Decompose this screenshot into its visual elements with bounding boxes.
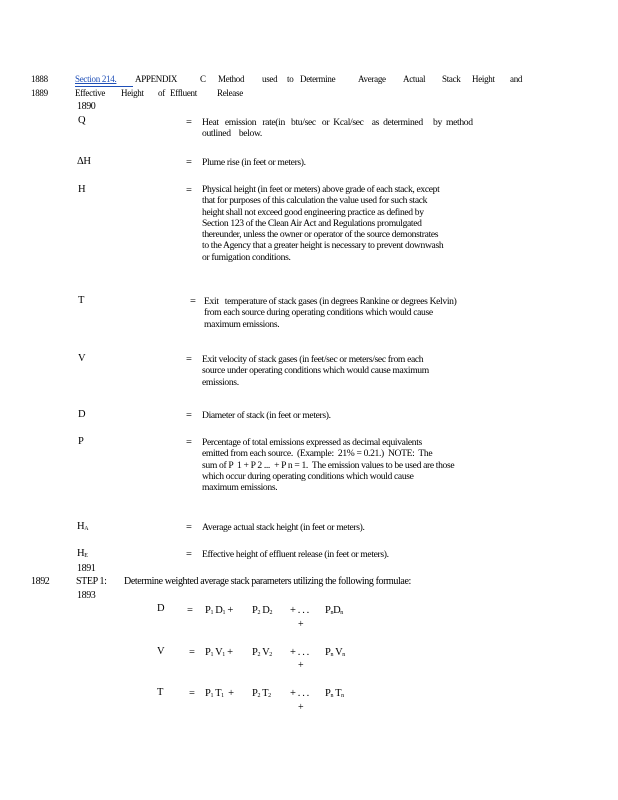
- line-number-1893: 1893: [77, 590, 96, 601]
- line-number-1889: 1889: [31, 88, 48, 98]
- symbol-D: D: [78, 409, 86, 420]
- symbol-P: P: [78, 436, 84, 447]
- formula-var: D: [333, 605, 341, 616]
- definition-text-P: Percentage of total emissions expressed as decimal equivalents emitted from each source. (Example: 21% = 0.21.) NOTE: The sum of P 1 + P 2 ... + P n = 1. The emission values to be used are those which occur during operating conditions which would cause maximum emissions.: [202, 437, 455, 494]
- symbol-H-A: [77, 522, 88, 533]
- formula-var: T: [262, 688, 269, 699]
- formula-term-2: $P_2$ $V_2$: [252, 647, 272, 658]
- formula-ellipsis: + . . .: [290, 647, 309, 658]
- symbol-subscript: E: [84, 553, 88, 559]
- link-underline-rule: [75, 86, 133, 87]
- equals-sign: =: [186, 354, 192, 365]
- formula-continuation-plus: +: [298, 619, 304, 630]
- formula-lhs: V: [157, 646, 165, 657]
- formula-equals: =: [187, 605, 193, 616]
- symbol-H: H: [78, 184, 86, 195]
- heading-word: C: [200, 74, 206, 84]
- heading-word: Effective: [75, 88, 106, 98]
- formula-var: V: [215, 647, 223, 658]
- definition-text-D: Diameter of stack (in feet or meters).: [202, 410, 331, 421]
- formula-lhs: T: [157, 687, 164, 698]
- heading-word: Effluent: [170, 88, 197, 98]
- symbol-H-E: [77, 549, 87, 560]
- equals-sign: =: [186, 117, 192, 128]
- heading-word: used: [262, 74, 278, 84]
- heading-word: Height: [472, 74, 495, 84]
- formula-term-2: $P_2$ $D_2$: [252, 605, 273, 616]
- symbol-H-E-text: $H_E$: [77, 548, 88, 559]
- symbol-H-A-text: $H_A$: [77, 521, 89, 532]
- equals-sign: =: [186, 549, 192, 560]
- heading-word: Actual: [403, 74, 426, 84]
- definition-text-Q: Heat emission rate(in btu/sec or Kcal/sec as determined by method outlined below.: [202, 117, 473, 140]
- heading-word: Average: [358, 74, 386, 84]
- formula-var: T: [335, 688, 342, 699]
- heading-word: Determine: [300, 74, 336, 84]
- line-number-1891: 1891: [77, 563, 96, 574]
- heading-word: to: [287, 74, 294, 84]
- definition-text-H: Physical height (in feet or meters) above grade of each stack, except that for purposes of this calculation the value used for such stack height shall not exceed good engineering practice as defined by Section 123 of the Clean Air Act and Regulations promulgated thereunder, unless the owner or operator of the source demonstrates to the Agency that a greater height is necessary to prevent downwash or fumigation conditions.: [202, 184, 444, 263]
- equals-sign: =: [186, 437, 192, 448]
- definition-text-delta-H: Plume rise (in feet or meters).: [202, 157, 306, 168]
- formula-equals: =: [189, 647, 195, 658]
- equals-sign: =: [186, 157, 192, 168]
- formula-term-1: $P_1$ $T_1$ +: [205, 688, 234, 699]
- formula-continuation-plus: +: [298, 660, 304, 671]
- definition-text-H-A: Average actual stack height (in feet or meters).: [202, 522, 365, 533]
- line-number-1892: 1892: [31, 576, 50, 587]
- symbol-V: V: [78, 353, 86, 364]
- heading-word: APPENDIX: [135, 74, 178, 84]
- definition-text-T: Exit temperature of stack gases (in degrees Rankine or degrees Kelvin) from each source during operating conditions which would cause maximum emissions.: [204, 296, 457, 330]
- formula-ellipsis: + . . .: [290, 688, 309, 699]
- symbol-subscript: A: [84, 526, 89, 532]
- line-number-1888: 1888: [31, 74, 48, 84]
- formula-term-2: $P_2$ $T_2$: [252, 688, 271, 699]
- definition-text-V: Exit velocity of stack gases (in feet/sec or meters/sec from each source under operating conditions which would cause maximum emissions.: [202, 354, 429, 388]
- formula-continuation-plus: +: [298, 702, 304, 713]
- formula-ellipsis: + . . .: [290, 605, 309, 616]
- formula-equals: =: [189, 688, 195, 699]
- heading-word: Method: [218, 74, 245, 84]
- formula-var: D: [262, 605, 270, 616]
- formula-lhs: D: [157, 603, 165, 614]
- formula-term-n: $P_nD_n$: [325, 605, 343, 616]
- formula-term-n: $P_n$ $T_n$: [325, 688, 344, 699]
- definition-text-H-E: Effective height of effluent release (in feet or meters).: [202, 549, 389, 560]
- symbol-T: T: [78, 295, 85, 306]
- line-number-1890: 1890: [77, 101, 96, 112]
- equals-sign: =: [186, 522, 192, 533]
- step-label: STEP 1:: [76, 576, 107, 587]
- formula-var: V: [262, 647, 270, 658]
- formula-var: T: [215, 688, 222, 699]
- heading-word: Stack: [442, 74, 461, 84]
- formula-term-n: $P_n$ $V_n$: [325, 647, 345, 658]
- heading-word: Release: [217, 88, 243, 98]
- symbol-delta-H: ΔH: [77, 156, 91, 167]
- heading-word: Height: [121, 88, 144, 98]
- formula-var: D: [215, 605, 223, 616]
- equals-sign: =: [186, 185, 192, 196]
- step-text: Determine weighted average stack parameters utilizing the following formulae:: [124, 576, 411, 587]
- formula-var: V: [335, 647, 343, 658]
- symbol-Q: Q: [78, 115, 86, 126]
- heading-word: and: [510, 74, 523, 84]
- formula-term-1: $P_1$ $D_1$ +: [205, 605, 233, 616]
- heading-word: of: [158, 88, 165, 98]
- section-214-link[interactable]: Section 214.: [75, 74, 117, 84]
- equals-sign: =: [190, 296, 196, 307]
- formula-term-1: $P_1$ $V_1$ +: [205, 647, 233, 658]
- equals-sign: =: [186, 410, 192, 421]
